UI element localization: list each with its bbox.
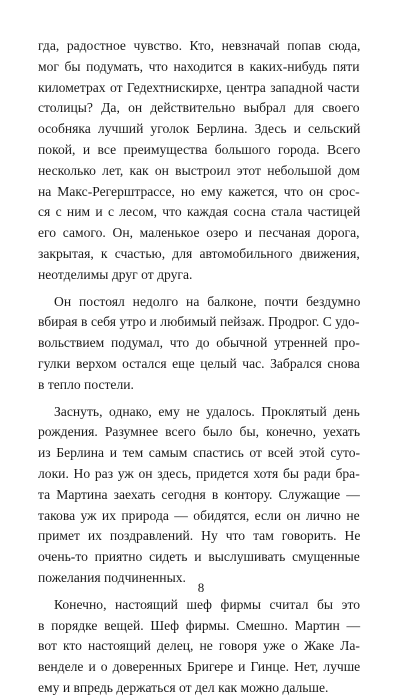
paragraph: [38, 595, 360, 699]
text-line: вот кто настоящий делец, не говоря уже о Жаке Ла-: [38, 638, 360, 654]
text-line: вольствием подумал, что до обычной утренней про-: [38, 335, 360, 351]
text-line: из Берлина и тем самым спастись от всей этой суто-: [38, 445, 361, 461]
text-line: километрах от Гедехтнискирхе, центра западной части: [38, 79, 360, 95]
text-line: особняка лучший уголок Берлина. Здесь и сельский: [38, 121, 361, 137]
text-line: ся с ним и с лесом, что каждая сосна стала частицей: [38, 204, 361, 220]
body-text: [38, 36, 360, 699]
text-line: гда, радостное чувство. Кто, невзначай попав сюда,: [38, 38, 361, 53]
text-line: его самого. Он, маленькое озеро и песчаная дорога,: [38, 225, 360, 241]
text-line: на Макс-Регерштрассе, но ему кажется, что он срос-: [38, 183, 360, 199]
text-line: неотделимы друг от друга.: [38, 266, 193, 282]
text-line: ему и впредь держаться от дел как можно дальше.: [38, 679, 329, 695]
text-line: Он постоял недолго на балконе, почти бездумно: [54, 293, 361, 309]
text-line: мог бы подумать, что находится в каких-нибудь пяти: [38, 58, 360, 74]
text-line: такова уж их природа — обидятся, если он лично не: [38, 507, 360, 523]
text-line: в тепло постели.: [38, 376, 134, 392]
text-line: та Мартина заехать сегодня в контору. Служащие —: [38, 486, 360, 502]
text-line: очень-то приятно сидеть и выслушивать смущенные: [38, 549, 360, 565]
paragraph: [38, 36, 360, 286]
text-line: примет их поздравлений. Ну что там говорить. Не: [38, 528, 361, 544]
text-line: Конечно, настоящий шеф фирмы считал бы это: [54, 596, 361, 612]
text-line: несколько лет, как он выстроил этот небольшой дом: [38, 162, 360, 178]
text-line: гулки верхом остался еще целый час. Забрался снова: [38, 355, 360, 371]
text-line: Заснуть, однако, ему не удалось. Проклятый день: [54, 403, 360, 419]
text-line: венделе и о доверенных Бригере и Гинце. Нет, лучше: [38, 659, 361, 675]
text-line: пожелания подчиненных.: [38, 569, 186, 585]
text-line: столицы? Да, он действительно выбрал для своего: [38, 100, 360, 116]
text-line: локи. Но раз уж он здесь, придется хотя бы ради бра-: [38, 465, 360, 481]
text-line: закрытая, к счастью, для автомобильного движения,: [38, 245, 360, 261]
text-line: в порядке вещей. Шеф фирмы. Смешно. Мартин —: [38, 617, 361, 633]
paragraph: [38, 402, 360, 589]
paragraph: [38, 292, 360, 396]
text-line: рождения. Разумнее всего было бы, конечно, уехать: [38, 424, 361, 440]
page-number: 8: [197, 580, 205, 595]
text-line: вбирая в себя утро и любимый пейзаж. Продрог. С удо-: [38, 314, 360, 330]
text-line: покой, и все преимущества большого города. Всего: [38, 141, 361, 157]
